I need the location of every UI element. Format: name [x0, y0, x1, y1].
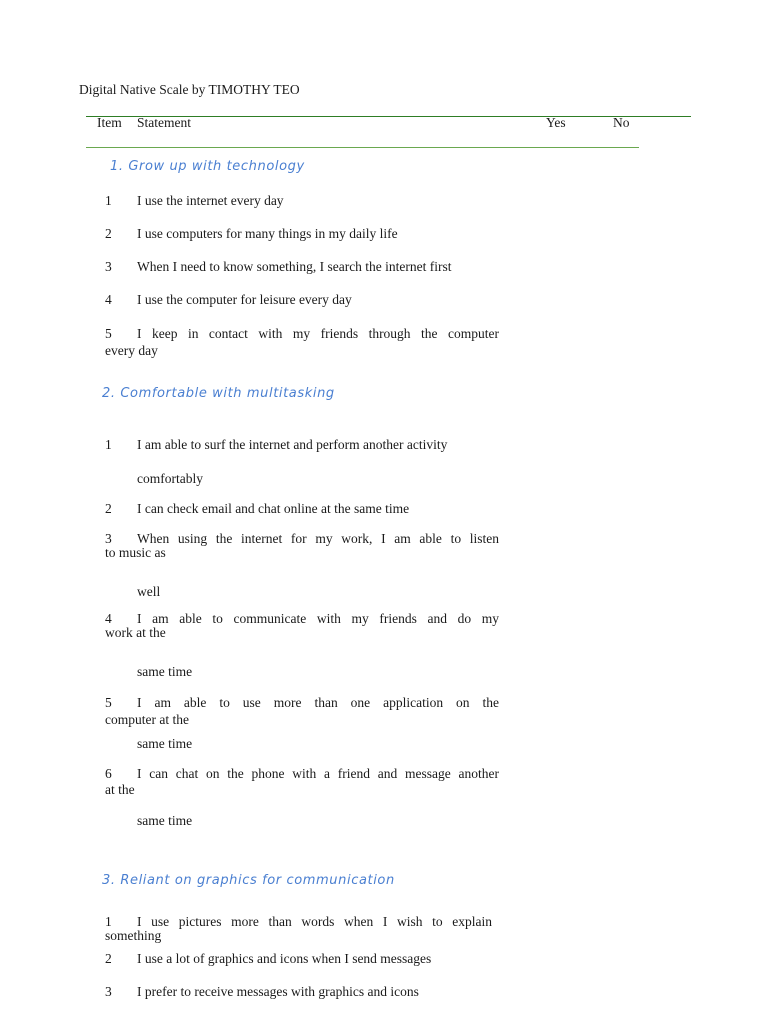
- item-statement-extra: same time: [137, 664, 193, 679]
- item-number: 1: [105, 437, 112, 452]
- item-number: 2: [105, 226, 112, 241]
- header-item: Item: [97, 115, 122, 130]
- item-statement: I keep in contact with my friends through the computer: [137, 326, 499, 341]
- item-statement-extra: same time: [137, 736, 193, 751]
- item-statement-continuation: something: [105, 928, 162, 943]
- item-number: 3: [105, 984, 112, 999]
- item-statement: When I need to know something, I search the internet first: [137, 259, 452, 274]
- item-statement-extra: comfortably: [137, 471, 203, 486]
- item-statement-continuation: to music as: [105, 545, 166, 560]
- header-yes: Yes: [546, 115, 566, 130]
- item-statement: When using the internet for my work, I am able to listen: [137, 531, 499, 546]
- item-number: 3: [105, 531, 112, 546]
- item-statement-continuation: computer at the: [105, 712, 189, 727]
- section-heading-1: 1. Grow up with technology: [110, 159, 305, 174]
- item-statement-continuation: work at the: [105, 625, 166, 640]
- header-no: No: [613, 115, 630, 130]
- item-statement: I use the computer for leisure every day: [137, 292, 352, 307]
- item-statement: I prefer to receive messages with graphics and icons: [137, 984, 419, 999]
- item-number: 1: [105, 193, 112, 208]
- header-statement: Statement: [137, 115, 191, 130]
- item-number: 4: [105, 611, 112, 626]
- item-statement: I am able to communicate with my friends and do my: [137, 611, 499, 626]
- item-statement: I use computers for many things in my daily life: [137, 226, 398, 241]
- document-title: Digital Native Scale by TIMOTHY TEO: [79, 82, 300, 97]
- item-statement-continuation: every day: [105, 343, 158, 358]
- item-statement-extra: well: [137, 584, 161, 599]
- table-header-bottom-rule: [86, 147, 639, 148]
- section-heading-3: 3. Reliant on graphics for communication: [102, 873, 395, 888]
- item-statement: I use the internet every day: [137, 193, 284, 208]
- item-number: 2: [105, 951, 112, 966]
- item-statement-continuation: at the: [105, 782, 135, 797]
- item-statement: I am able to surf the internet and perform another activity: [137, 437, 448, 452]
- item-statement: I can chat on the phone with a friend and message another: [137, 766, 499, 781]
- item-statement: I am able to use more than one application on the: [137, 695, 499, 710]
- item-number: 5: [105, 695, 112, 710]
- item-number: 5: [105, 326, 112, 341]
- section-heading-2: 2. Comfortable with multitasking: [102, 386, 335, 401]
- item-statement: I use pictures more than words when I wish to explain: [137, 914, 492, 929]
- item-number: 3: [105, 259, 112, 274]
- item-statement-extra: same time: [137, 813, 193, 828]
- item-statement: I use a lot of graphics and icons when I send messages: [137, 951, 432, 966]
- item-statement: I can check email and chat online at the same time: [137, 501, 410, 516]
- item-number: 4: [105, 292, 112, 307]
- item-number: 6: [105, 766, 112, 781]
- item-number: 1: [105, 914, 112, 929]
- item-number: 2: [105, 501, 112, 516]
